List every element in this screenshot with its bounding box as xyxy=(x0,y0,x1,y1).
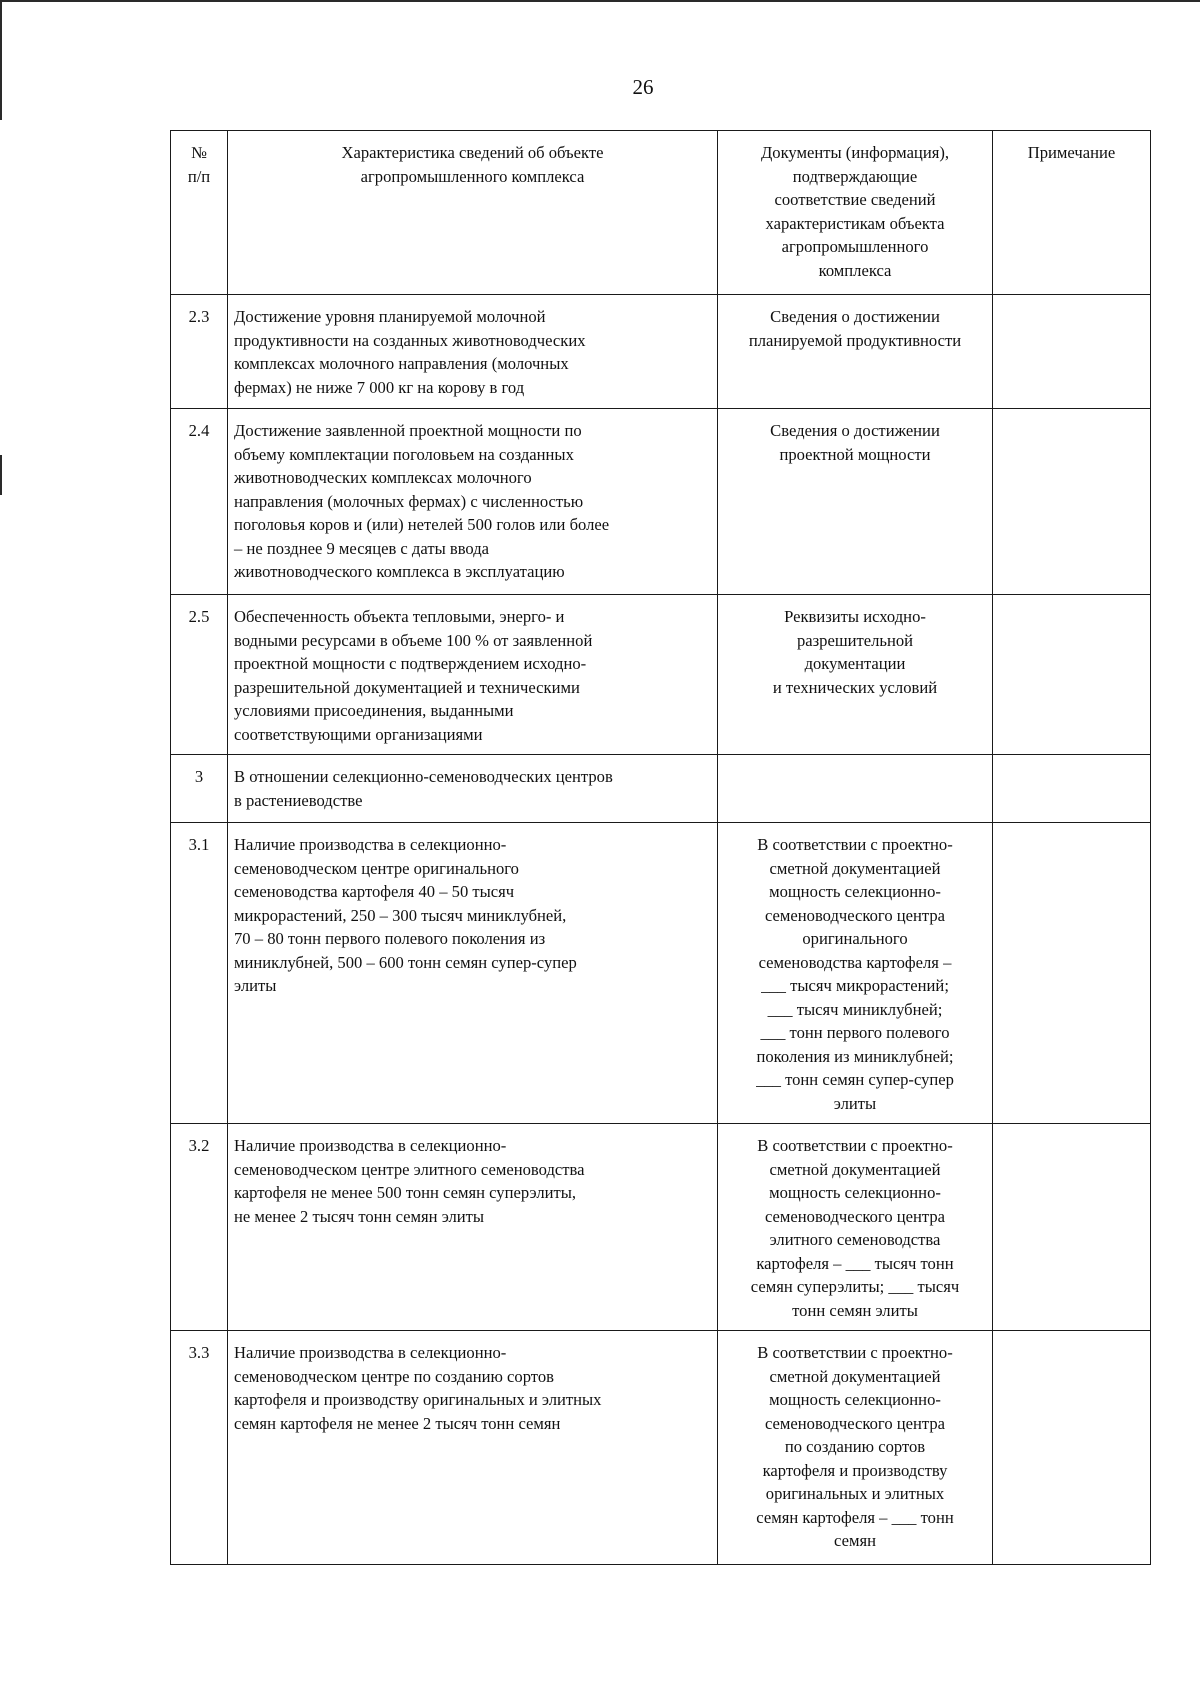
header-documents-line: характеристикам объекта xyxy=(765,213,945,233)
table-row xyxy=(171,409,1151,595)
characteristic-line: комплексах молочного направления (молочных xyxy=(234,354,569,373)
characteristic-line: семян картофеля не менее 2 тысяч тонн семян xyxy=(234,1413,561,1433)
documents-line: ___ тысяч микрорастений; xyxy=(761,976,949,995)
header-documents-line: соответствие сведений xyxy=(774,190,936,209)
documents-line: элитного семеноводства xyxy=(769,1230,941,1249)
documents-line: оригинального xyxy=(802,929,908,948)
documents-line: и технических условий xyxy=(772,677,938,697)
characteristic-cell xyxy=(228,595,718,755)
header-num-line: № xyxy=(191,143,207,162)
header-documents-cell xyxy=(718,131,993,295)
characteristic-line: Достижение уровня планируемой молочной xyxy=(234,307,546,326)
requirements-table xyxy=(170,130,1151,1565)
documents-line: планируемой продуктивности xyxy=(748,330,962,350)
characteristic-cell xyxy=(228,1331,718,1565)
documents-line: проектной мощности xyxy=(779,444,931,464)
documents-line: мощность селекционно- xyxy=(769,1390,941,1409)
documents-line: семеноводческого центра xyxy=(764,905,946,925)
documents-line: семян картофеля – ___ тонн xyxy=(756,1507,954,1527)
documents-line: оригинальных и элитных xyxy=(765,1484,945,1503)
characteristic-line: фермах) не ниже 7 000 кг на корову в год xyxy=(234,377,525,397)
documents-cell xyxy=(718,1331,993,1565)
characteristic-line: проектной мощности с подтверждением исходно- xyxy=(234,654,587,673)
characteristic-line: миниклубней, 500 – 600 тонн семян супер-супер xyxy=(234,952,577,972)
documents-line: семеноводческого центра xyxy=(764,1206,946,1226)
header-documents-line: агропромышленного xyxy=(781,237,929,256)
row-number-cell xyxy=(171,1124,228,1331)
table-row xyxy=(171,295,1151,409)
note-cell xyxy=(993,1331,1151,1565)
note-cell xyxy=(993,595,1151,755)
row-number-cell xyxy=(171,409,228,595)
documents-line: семеноводческого центра xyxy=(764,1413,946,1433)
characteristic-line: – не позднее 9 месяцев с даты ввода xyxy=(234,538,490,558)
page-number: 26 xyxy=(632,75,654,99)
documents-line: В соответствии с проектно- xyxy=(757,835,953,854)
characteristic-line: Наличие производства в селекционно- xyxy=(234,835,507,854)
documents-line: семян суперэлиты; ___ тысяч xyxy=(750,1277,960,1296)
documents-cell xyxy=(718,823,993,1124)
documents-line: ___ тонн первого полевого xyxy=(760,1023,950,1042)
documents-line: элиты xyxy=(833,1093,877,1113)
characteristic-cell xyxy=(228,755,718,823)
row-number: 2.4 xyxy=(188,421,210,440)
row-number: 3.1 xyxy=(188,835,210,854)
characteristic-line: водными ресурсами в объеме 100 % от заявленной xyxy=(234,630,593,650)
documents-line: сметной документацией xyxy=(769,1366,941,1386)
header-num-line: п/п xyxy=(187,166,211,186)
characteristic-line: 70 – 80 тонн первого полевого поколения из xyxy=(234,929,546,948)
characteristic-line: Достижение заявленной проектной мощности по xyxy=(234,421,582,440)
documents-line: по созданию сортов xyxy=(784,1437,926,1456)
scan-edge-top xyxy=(0,0,1200,2)
table-row xyxy=(171,823,1151,1124)
documents-line: Сведения о достижении xyxy=(770,307,940,326)
header-documents-line: подтверждающие xyxy=(792,166,918,186)
documents-line: картофеля – ___ тысяч тонн xyxy=(756,1253,954,1273)
characteristic-line: соответствующими организациями xyxy=(234,724,483,744)
note-cell xyxy=(993,409,1151,595)
header-documents-line: комплекса xyxy=(818,260,892,280)
row-number: 2.3 xyxy=(188,307,210,326)
characteristic-line: Наличие производства в селекционно- xyxy=(234,1343,507,1362)
note-cell xyxy=(993,823,1151,1124)
note-cell xyxy=(993,1124,1151,1331)
documents-cell xyxy=(718,755,993,823)
characteristic-line: семеноводческом центре элитного семеноводства xyxy=(234,1159,585,1179)
row-number-cell xyxy=(171,755,228,823)
documents-line: В соответствии с проектно- xyxy=(757,1343,953,1362)
row-number-cell xyxy=(171,595,228,755)
documents-line: документации xyxy=(804,654,906,673)
table-body xyxy=(171,131,1151,1565)
characteristic-line: направления (молочных фермах) с численностью xyxy=(234,491,584,511)
documents-line: мощность селекционно- xyxy=(769,1183,941,1202)
row-number: 3.2 xyxy=(188,1136,210,1155)
documents-line: картофеля и производству xyxy=(762,1460,948,1480)
characteristic-line: разрешительной документацией и техническими xyxy=(234,677,580,697)
documents-line: тонн семян элиты xyxy=(792,1300,918,1320)
documents-line: разрешительной xyxy=(796,630,914,650)
row-number: 3.3 xyxy=(188,1343,210,1362)
documents-line: Сведения о достижении xyxy=(770,421,940,440)
characteristic-line: элиты xyxy=(234,976,277,995)
documents-line: мощность селекционно- xyxy=(769,882,941,901)
documents-line: ___ тонн семян супер-супер xyxy=(756,1070,954,1089)
table-row xyxy=(171,755,1151,823)
characteristic-line: животноводческого комплекса в эксплуатацию xyxy=(234,562,565,581)
characteristic-line: не менее 2 тысяч тонн семян элиты xyxy=(234,1206,485,1226)
documents-line: Реквизиты исходно- xyxy=(784,607,926,626)
characteristic-line: объему комплектации поголовьем на созданных xyxy=(234,444,574,464)
note-cell xyxy=(993,755,1151,823)
scan-edge-left xyxy=(0,0,2,120)
characteristic-line: Наличие производства в селекционно- xyxy=(234,1136,507,1155)
documents-line: В соответствии с проектно- xyxy=(757,1136,953,1155)
characteristic-line: В отношении селекционно-семеноводческих центров xyxy=(234,767,613,786)
documents-cell xyxy=(718,409,993,595)
documents-line: семян xyxy=(834,1531,876,1550)
characteristic-line: микрорастений, 250 – 300 тысяч миниклубней, xyxy=(234,905,567,925)
documents-cell xyxy=(718,295,993,409)
documents-cell xyxy=(718,1124,993,1331)
characteristic-line: условиями присоединения, выданными xyxy=(234,701,514,720)
documents-line: сметной документацией xyxy=(769,858,941,878)
characteristic-line: семеноводческом центре оригинального xyxy=(234,858,519,878)
table-row xyxy=(171,1124,1151,1331)
characteristic-line: в растениеводстве xyxy=(234,790,363,810)
characteristic-cell xyxy=(228,823,718,1124)
characteristic-cell xyxy=(228,409,718,595)
documents-line: поколения из миниклубней; xyxy=(756,1046,954,1066)
row-number-cell xyxy=(171,1331,228,1565)
characteristic-line: семеноводческом центре по созданию сортов xyxy=(234,1366,554,1386)
documents-line: сметной документацией xyxy=(769,1159,941,1179)
characteristic-line: семеноводства картофеля 40 – 50 тысяч xyxy=(234,882,515,901)
documents-line: ___ тысяч миниклубней; xyxy=(767,999,943,1019)
row-number: 2.5 xyxy=(188,607,210,626)
documents-cell xyxy=(718,595,993,755)
scan-edge-left-mark xyxy=(0,455,2,495)
characteristic-line: продуктивности на созданных животноводческих xyxy=(234,330,586,350)
note-cell xyxy=(993,295,1151,409)
table-row xyxy=(171,1331,1151,1565)
row-number-cell xyxy=(171,823,228,1124)
header-row xyxy=(171,131,1151,295)
documents-line: семеноводства картофеля – xyxy=(758,952,952,972)
table-row xyxy=(171,595,1151,755)
characteristic-cell xyxy=(228,1124,718,1331)
header-note-cell xyxy=(993,131,1151,295)
header-num-cell xyxy=(171,131,228,295)
header-characteristic-cell xyxy=(228,131,718,295)
characteristic-line: картофеля не менее 500 тонн семян суперэлиты, xyxy=(234,1183,577,1202)
characteristic-line: животноводческих комплексах молочного xyxy=(234,468,532,487)
characteristic-line: картофеля и производству оригинальных и элитных xyxy=(234,1390,602,1409)
header-characteristic-line: Характеристика сведений об объекте xyxy=(341,143,604,162)
characteristic-cell xyxy=(228,295,718,409)
row-number-cell xyxy=(171,295,228,409)
row-number: 3 xyxy=(194,767,204,786)
header-documents-line: Документы (информация), xyxy=(760,143,950,162)
characteristic-line: поголовья коров и (или) нетелей 500 голов или более xyxy=(234,515,610,534)
header-note: Примечание xyxy=(1027,143,1116,162)
characteristic-line: Обеспеченность объекта тепловыми, энерго- и xyxy=(234,607,565,626)
header-characteristic-line: агропромышленного комплекса xyxy=(360,166,585,186)
